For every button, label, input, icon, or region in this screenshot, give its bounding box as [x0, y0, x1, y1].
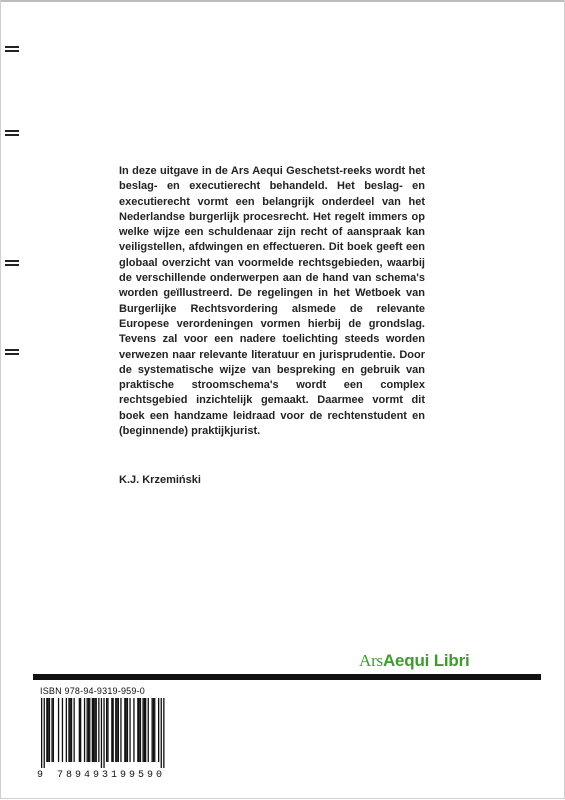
- barcode-bar: [92, 698, 93, 762]
- barcode-bar: [127, 698, 128, 762]
- barcode-bar: [89, 698, 90, 762]
- author-name: K.J. Krzemiński: [119, 474, 201, 486]
- barcode-guard-bar: [41, 698, 42, 768]
- publisher-logo-ars: Ars: [359, 651, 383, 670]
- barcode-bar: [49, 698, 50, 762]
- barcode-guard-bar: [101, 698, 102, 768]
- barcode-digits-left: 789493: [57, 770, 112, 781]
- barcode-bar: [48, 698, 49, 762]
- barcode-guard-bar: [103, 698, 104, 768]
- fold-mark: [5, 46, 19, 52]
- barcode-bar: [71, 698, 72, 762]
- barcode-bar: [84, 698, 85, 762]
- barcode-bar: [152, 698, 153, 762]
- barcode-bar: [154, 698, 155, 762]
- barcode-bar: [98, 698, 99, 762]
- barcode-graphic: [37, 698, 169, 768]
- barcode-bar: [113, 698, 114, 762]
- barcode-bar: [106, 698, 107, 762]
- barcode-bar: [93, 698, 94, 762]
- blurb-text: In deze uitgave in de Ars Aequi Geschetst-reeks wordt het beslag- en executierecht behandeld. Het beslag- en executierecht vormt een belangrijk onderdeel van het Nederlandse burgerlijk procesrecht. Het regelt immers op welke wijze een schuldenaar zijn recht of aanspraak kan veiligstellen, afdwingen en effectueren. Dit boek geeft een globaal overzicht van voormelde rechtsgebieden, waarbij de verschillende onderwerpen aan de hand van schema's worden geïllustreerd. De regelingen in het Wetboek van Burgerlijke Rechtsvordering alsmede de relevante Europese verordeningen vormen hierbij de grondslag. Tevens zal voor een nadere toelichting steeds worden verwezen naar relevante literatuur en jurisprudentie. Door de systematische wijze van bespreking en gebruik van praktische stroomschema's wordt een complex rechtsgebied inzichtelijk gemaakt. Daarmee vormt dit boek een handzame leidraad voor de rechtenstudent en (beginnende) praktijkjurist.: [119, 165, 425, 438]
- barcode-bar: [88, 698, 89, 762]
- barcode-bar: [115, 698, 116, 762]
- barcode-bar: [148, 698, 149, 762]
- barcode-bar: [142, 698, 143, 762]
- barcode-bar: [58, 698, 59, 762]
- isbn-label: ISBN 978-94-9319-959-0: [40, 686, 145, 696]
- publisher-logo: [359, 651, 470, 671]
- barcode-bar: [116, 698, 117, 762]
- barcode-bar: [51, 698, 52, 762]
- barcode-guard-bar: [163, 698, 164, 768]
- barcode-bar: [80, 698, 81, 762]
- barcode-guard-bar: [161, 698, 162, 768]
- barcode-bar: [126, 698, 127, 762]
- barcode-bar: [70, 698, 71, 762]
- horizontal-rule: [33, 674, 541, 680]
- fold-mark: [5, 260, 19, 266]
- barcode-bar: [145, 698, 146, 762]
- fold-mark: [5, 130, 19, 136]
- barcode-bar: [111, 698, 112, 762]
- barcode-bar: [68, 698, 69, 762]
- barcode-digit-first: 9: [37, 770, 44, 781]
- barcode-bar: [133, 698, 134, 762]
- barcode-bar: [74, 698, 75, 762]
- barcode-bar: [139, 698, 140, 762]
- barcode-bar: [140, 698, 141, 762]
- barcode-digits-right: 199590: [111, 770, 166, 781]
- barcode-bar: [107, 698, 108, 762]
- barcode-bar: [94, 698, 95, 762]
- barcode-bar: [158, 698, 159, 762]
- barcode-bar: [66, 698, 67, 762]
- barcode-bar: [87, 698, 88, 762]
- barcode-bar: [120, 698, 121, 762]
- barcode-bar: [137, 698, 138, 762]
- barcode-digits: [37, 770, 169, 782]
- barcode-bar: [62, 698, 63, 762]
- barcode-guard-bar: [44, 698, 45, 768]
- barcode-bar: [144, 698, 145, 762]
- barcode-bar: [79, 698, 80, 762]
- barcode-bar: [96, 698, 97, 762]
- barcode-bar: [129, 698, 130, 762]
- barcode-bar: [153, 698, 154, 762]
- barcode-bar: [46, 698, 47, 762]
- barcode: [37, 698, 169, 768]
- barcode-bar: [53, 698, 54, 762]
- fold-mark: [5, 349, 19, 355]
- barcode-bar: [118, 698, 119, 762]
- publisher-logo-aequi-libri: Aequi Libri: [382, 651, 470, 670]
- barcode-bar: [124, 698, 125, 762]
